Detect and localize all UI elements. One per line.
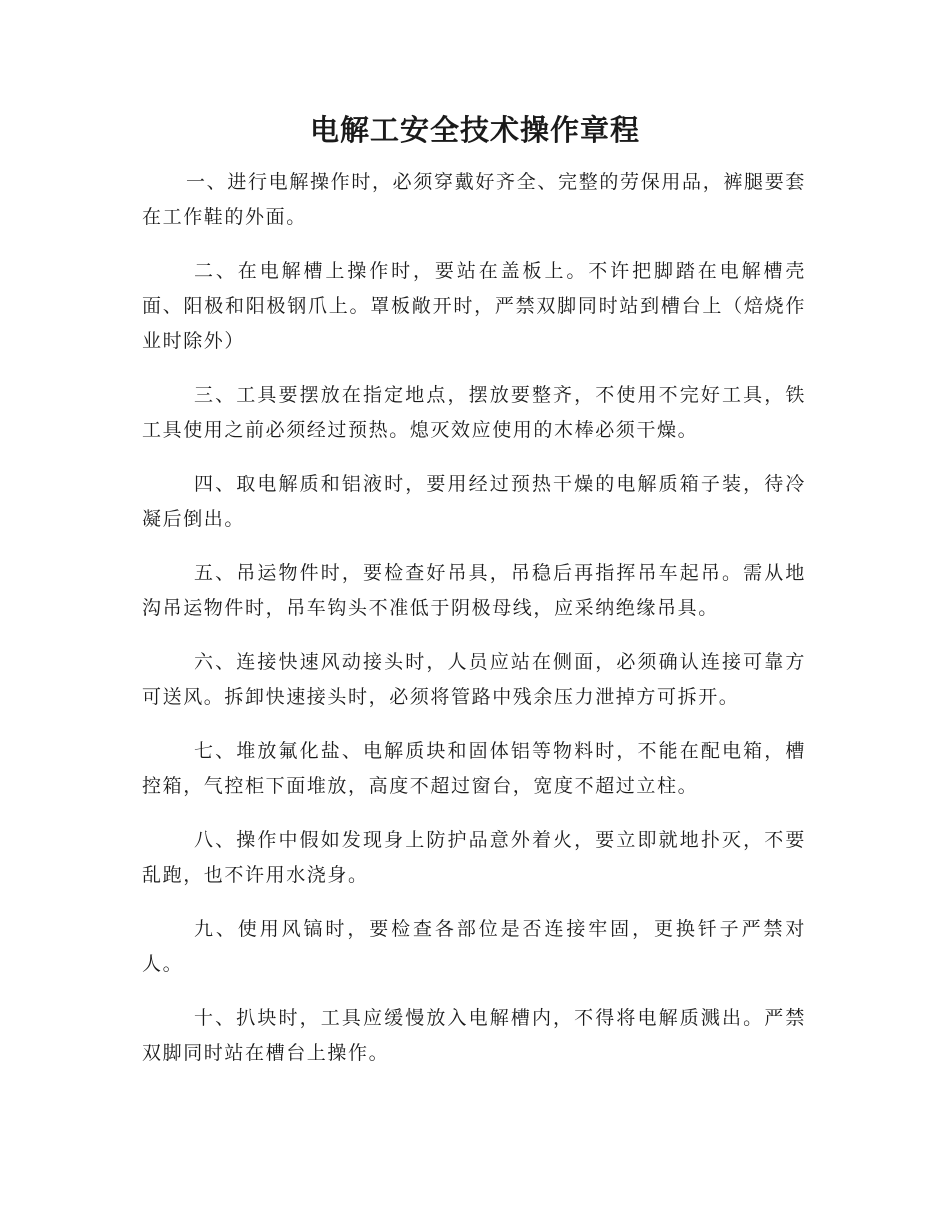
- paragraph-10: 十、扒块时，工具应缓慢放入电解槽内，不得将电解质溅出。严禁双脚同时站在槽台上操作。: [142, 1007, 806, 1064]
- paragraph-4: 四、取电解质和铝液时，要用经过预热干燥的电解质箱子装，待冷凝后倒出。: [142, 473, 806, 530]
- document-body: [142, 165, 806, 1090]
- document-title: 电解工安全技术操作章程: [309, 113, 640, 147]
- paragraph-2: 二、在电解槽上操作时，要站在盖板上。不许把脚踏在电解槽壳面、阳极和阳极钢爪上。罩板敞开时，严禁双脚同时站到槽台上（焙烧作业时除外）: [142, 260, 806, 352]
- paragraph-3: 三、工具要摆放在指定地点，摆放要整齐，不使用不完好工具，铁工具使用之前必须经过预热。熄灭效应使用的木棒必须干燥。: [142, 384, 806, 441]
- paragraph-9: 九、使用风镐时，要检查各部位是否连接牢固，更换钎子严禁对人。: [142, 918, 806, 975]
- paragraph-8: 八、操作中假如发现身上防护品意外着火，要立即就地扑灭，不要乱跑，也不许用水浇身。: [142, 829, 806, 886]
- paragraph-7: 七、堆放氟化盐、电解质块和固体铝等物料时，不能在配电箱，槽控箱，气控柜下面堆放，高度不超过窗台，宽度不超过立柱。: [142, 740, 806, 797]
- paragraph-6: 六、连接快速风动接头时，人员应站在侧面，必须确认连接可靠方可送风。拆卸快速接头时，必须将管路中残余压力泄掉方可拆开。: [142, 651, 806, 708]
- paragraph-5: 五、吊运物件时，要检查好吊具，吊稳后再指挥吊车起吊。需从地沟吊运物件时，吊车钩头不准低于阴极母线，应采纳绝缘吊具。: [142, 562, 806, 619]
- paragraph-1: 一、进行电解操作时，必须穿戴好齐全、完整的劳保用品，裤腿要套在工作鞋的外面。: [142, 171, 806, 228]
